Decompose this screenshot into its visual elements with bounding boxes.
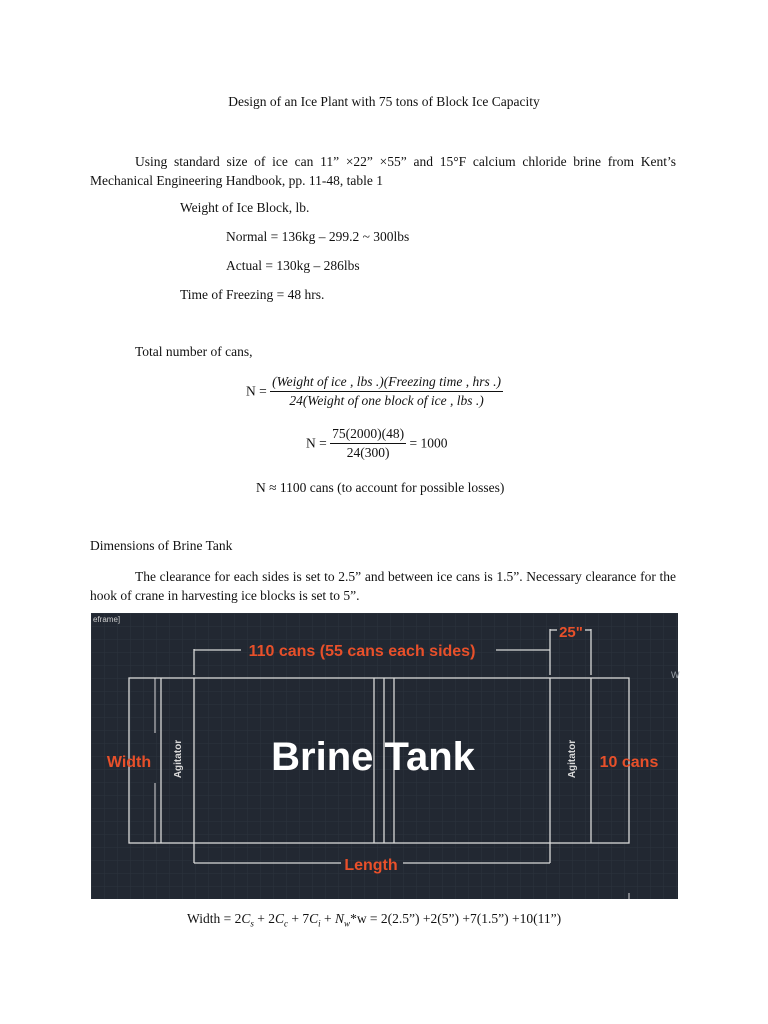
brine-tank-diagram xyxy=(91,613,678,899)
clearance-label: 25" xyxy=(559,624,583,641)
eq2-denominator: 24(300) xyxy=(346,445,390,460)
eq1-denominator: 24(Weight of one block of ice , lbs .) xyxy=(289,393,484,408)
top-dimension-label: 110 cans (55 cans each sides) xyxy=(248,643,476,660)
viewport-corner-label: eframe] xyxy=(93,615,121,624)
eq1-numerator: (Weight of ice , lbs .)(Freezing time , hrs .) xyxy=(270,374,503,392)
width-eq-plus2: + 7 xyxy=(288,911,310,926)
width-eq-cs-sub: s xyxy=(250,918,254,929)
width-label: Width xyxy=(106,754,152,771)
length-label: Length xyxy=(344,857,398,874)
eq2-numerator: 75(2000)(48) xyxy=(330,426,406,444)
cans-count-label: 10 cans xyxy=(599,754,659,771)
brine-tank-drawing xyxy=(91,613,678,899)
brine-tank-heading: Dimensions of Brine Tank xyxy=(90,538,233,553)
agitator-right-label: Agitator xyxy=(567,739,578,779)
width-eq-cc: C xyxy=(274,911,284,926)
width-equation xyxy=(187,911,561,930)
eq1-fraction xyxy=(270,374,503,409)
eq1-lhs: N = xyxy=(246,383,267,399)
clearance-paragraph: The clearance for each sides is set to 2.5” and between ice cans is 1.5”. Necessary clearance for the hook of crane in harvesting ice blocks is set to 5”. xyxy=(90,569,676,603)
width-eq-plus1: + 2 xyxy=(253,911,275,926)
equation-cans-value xyxy=(306,426,447,461)
width-eq-nw-sub: w xyxy=(344,918,351,929)
width-eq-cs: C xyxy=(241,911,251,926)
width-eq-plus3: + xyxy=(320,911,336,926)
weight-heading: Weight of Ice Block, lb. xyxy=(180,200,310,215)
normal-weight: Normal = 136kg – 299.2 ~ 300lbs xyxy=(226,229,410,244)
brine-tank-title: Brine Tank xyxy=(271,735,475,779)
equation-cans-formula xyxy=(246,374,503,409)
width-eq-nw: N xyxy=(335,911,345,926)
width-eq-ci: C xyxy=(309,911,319,926)
intro-paragraph: Using standard size of ice can 11” ×22” ×55” and 15°F calcium chloride brine from Kent’s Mechanical Engineering Handbook, pp. 11-48, table 1 xyxy=(90,154,676,188)
actual-weight: Actual = 130kg – 286lbs xyxy=(226,258,360,273)
document-title: Design of an Ice Plant with 75 tons of Block Ice Capacity xyxy=(228,94,540,109)
agitator-left-label: Agitator xyxy=(173,739,184,779)
width-eq-suffix: *w = 2(2.5”) +2(5”) +7(1.5”) +10(11”) xyxy=(350,911,562,926)
width-eq-ci-sub: i xyxy=(318,918,321,929)
freezing-time: Time of Freezing = 48 hrs. xyxy=(180,287,325,302)
eq2-result: = 1000 xyxy=(409,435,448,451)
cans-approximation: N ≈ 1100 cans (to account for possible losses) xyxy=(256,480,505,495)
width-eq-cc-sub: c xyxy=(284,918,288,929)
width-eq-prefix: Width = 2 xyxy=(187,911,242,926)
total-cans-heading: Total number of cans, xyxy=(135,344,253,359)
edge-mark: W xyxy=(671,670,680,680)
eq2-lhs: N = xyxy=(306,435,327,451)
eq2-fraction xyxy=(330,426,406,461)
